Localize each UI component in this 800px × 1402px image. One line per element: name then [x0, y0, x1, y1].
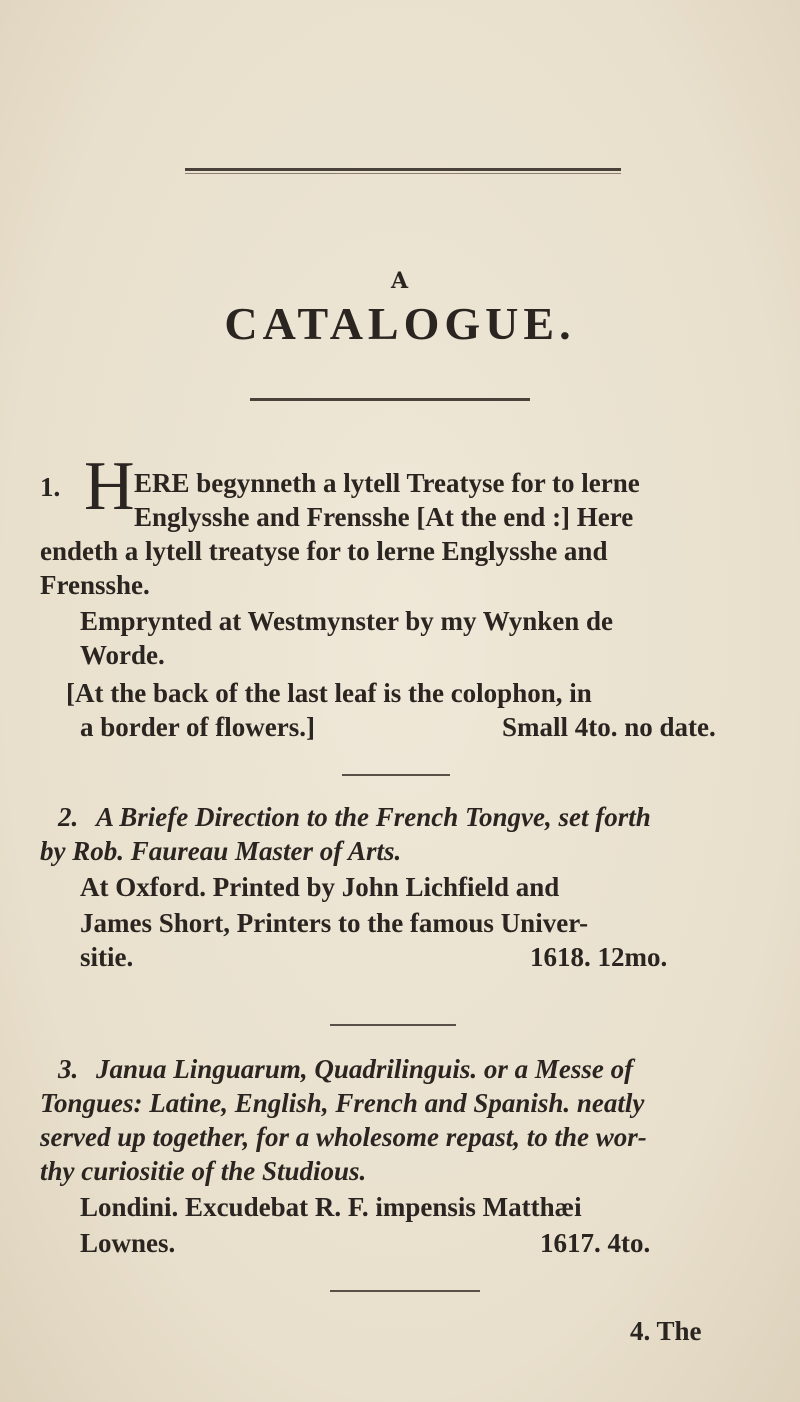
- separator-2: [330, 1024, 456, 1026]
- entry-2-format: 1618. 12mo.: [530, 942, 668, 972]
- top-rule: [185, 168, 621, 171]
- entry-3-line1: Janua Linguarum, Quadrilinguis. or a Messe of: [96, 1054, 634, 1084]
- entry-2-line2: by Rob. Faureau Master of Arts.: [40, 836, 402, 866]
- entry-1-line7: [At the back of the last leaf is the colophon, in: [66, 678, 592, 708]
- title-rule: [250, 398, 530, 401]
- entry-1-line3: endeth a lytell treatyse for to lerne Englysshe and: [40, 536, 608, 566]
- entry-1-line5: Emprynted at Westmynster by my Wynken de: [80, 606, 614, 636]
- entry-1-line2: Englysshe and Frensshe [At the end :] Here: [134, 502, 634, 532]
- entry-3-format: 1617. 4to.: [540, 1228, 651, 1258]
- entry-3-number: 3.: [58, 1054, 79, 1084]
- entry-3-line2: Tongues: Latine, English, French and Spanish. neatly: [40, 1088, 645, 1118]
- catchword: 4. The: [630, 1316, 702, 1346]
- entry-3-line6: Lownes.: [80, 1228, 176, 1258]
- entry-2-number: 2.: [58, 802, 79, 832]
- entry-1-line4: Frensshe.: [40, 570, 150, 600]
- title-article: A: [390, 268, 410, 294]
- entry-2-line1: A Briefe Direction to the French Tongve, set forth: [96, 802, 651, 832]
- entry-1-line6: Worde.: [80, 640, 165, 670]
- entry-2-line4: James Short, Printers to the famous Univer-: [80, 908, 589, 938]
- separator-1: [342, 774, 450, 776]
- separator-3: [330, 1290, 480, 1292]
- entry-1-line1: ERE begynneth a lytell Treatyse for to lerne: [134, 468, 640, 498]
- entry-2-line3: At Oxford. Printed by John Lichfield and: [80, 872, 560, 902]
- entry-2-line5: sitie.: [80, 942, 134, 972]
- entry-3-line3: served up together, for a wholesome repast, to the wor-: [40, 1122, 647, 1152]
- entry-1-line8: a border of flowers.]: [80, 712, 315, 742]
- entry-3-line5: Londini. Excudebat R. F. impensis Matthæi: [80, 1192, 582, 1222]
- entry-1-number: 1.: [40, 472, 61, 502]
- entry-3-line4: thy curiositie of the Studious.: [40, 1156, 367, 1186]
- entry-1-drop-cap: H: [84, 448, 135, 525]
- page-title: CATALOGUE.: [224, 298, 576, 349]
- top-rule-thin: [185, 173, 621, 174]
- entry-1-format: Small 4to. no date.: [502, 712, 716, 742]
